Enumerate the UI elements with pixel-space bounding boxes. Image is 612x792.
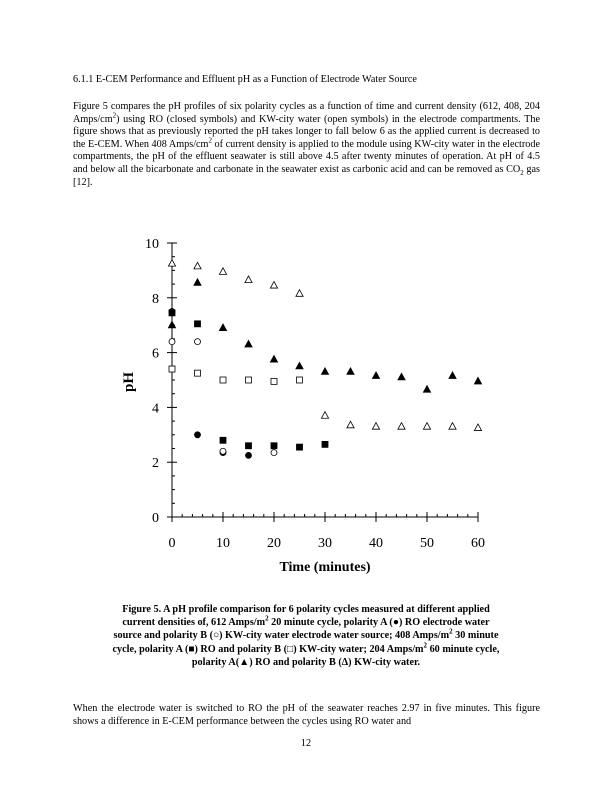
data-point-square-filled [322,441,328,447]
y-tick-label: 2 [152,456,159,472]
data-point-triangle-filled [245,340,252,347]
data-point-triangle-open [398,423,405,430]
y-tick-label: 0 [152,511,159,526]
y-tick-label: 6 [152,346,159,362]
data-point-triangle-open [168,260,175,267]
x-tick-label: 20 [267,536,281,551]
x-tick-label: 40 [369,536,383,551]
data-point-circle-open [271,450,277,456]
data-point-triangle-open [296,290,303,297]
data-point-square-filled [297,444,303,450]
data-point-circle-open [195,339,201,345]
data-point-triangle-filled [321,368,328,375]
x-tick-label: 30 [318,536,332,551]
section-heading: 6.1.1 E-CEM Performance and Effluent pH as a Function of Electrode Water Source [73,74,417,85]
x-tick-label: 50 [420,536,434,551]
data-point-triangle-filled [423,386,430,393]
data-point-triangle-open [372,423,379,430]
x-tick-label: 60 [471,536,485,551]
data-point-square-filled [246,443,252,449]
chart-axes [167,243,478,522]
data-point-circle-open [169,339,175,345]
data-point-triangle-open [423,423,430,430]
x-axis-label: Time (minutes) [279,560,371,575]
data-point-triangle-filled [474,377,481,384]
x-tick-label: 10 [216,536,230,551]
data-point-triangle-open [321,412,328,419]
data-point-square-open [169,366,175,372]
data-point-triangle-open [449,423,456,430]
page-number: 12 [300,738,312,749]
data-point-circle-filled [246,452,252,458]
data-point-triangle-open [245,276,252,283]
y-tick-label: 8 [152,291,159,307]
data-point-square-filled [271,443,277,449]
data-point-square-open [220,377,226,383]
figure-caption: Figure 5. A pH profile comparison for 6 polarity cycles measured at different applied current densities of, 612 Amps/$m^2$ 20 minute cycle, polarity A (●) RO electrode water source and polarity B (○) KW-city water electrode water source; 408 Amps/$m^2$ 30 minute cycle, polarity A (■) RO and polarity B (□) KW-city water; 204 Amps/$m^2$ 60 minute cycle, polarity A(▲) RO and polarity B (Δ) KW-city water. [112,604,500,668]
data-points [168,260,481,459]
data-point-square-filled [169,310,175,316]
data-point-triangle-open [474,424,481,431]
data-point-circle-filled [195,432,201,438]
x-tick-label: 0 [168,536,176,551]
data-point-circle-open [220,448,226,454]
data-point-triangle-filled [168,321,175,328]
data-point-triangle-open [219,268,226,275]
data-point-triangle-filled [194,279,201,286]
data-point-triangle-open [194,262,201,269]
y-axis-label: pH [121,371,137,393]
data-point-triangle-filled [398,373,405,380]
data-point-triangle-open [347,421,354,428]
data-point-triangle-filled [347,368,354,375]
data-point-square-open [297,377,303,383]
data-point-square-open [195,370,201,376]
data-point-triangle-filled [372,372,379,379]
data-point-triangle-filled [270,355,277,362]
body-paragraph-2: When the electrode water is switched to RO the pH of the seawater reaches 2.97 in five minutes. This figure shows a difference in E-CEM performance between the cycles using RO water and [73,703,540,727]
data-point-triangle-filled [296,362,303,369]
y-tick-label: 10 [145,237,159,252]
data-point-triangle-filled [219,324,226,331]
data-point-triangle-filled [449,372,456,379]
data-point-square-open [246,377,252,383]
y-tick-label: 4 [152,401,159,417]
data-point-triangle-open [270,281,277,288]
body-paragraph-1: Figure 5 compares the pH profiles of six polarity cycles as a function of time and current density (612, 408, 204 Amps/$cm^2$) using RO (closed symbols) and KW-city water (open symbols) in the electrode compartments. The figure shows that as previously reported the pH takes longer to fall below 6 as the applied current is decreased to the E-CEM. When 408 Amps/$cm^2$ of current density is applied to the module using KW-city water in the electrode compartments, the pH of the effluent seawater is still above 4.5 after twenty minutes of operation. At pH of 4.5 and below all the bicarbonate and carbonate in the seawater exist as carbonic acid and can be removed as $CO_2$ gas [12]. [73,101,540,188]
data-point-square-filled [220,437,226,443]
data-point-square-filled [195,321,201,327]
data-point-square-open [271,378,277,384]
